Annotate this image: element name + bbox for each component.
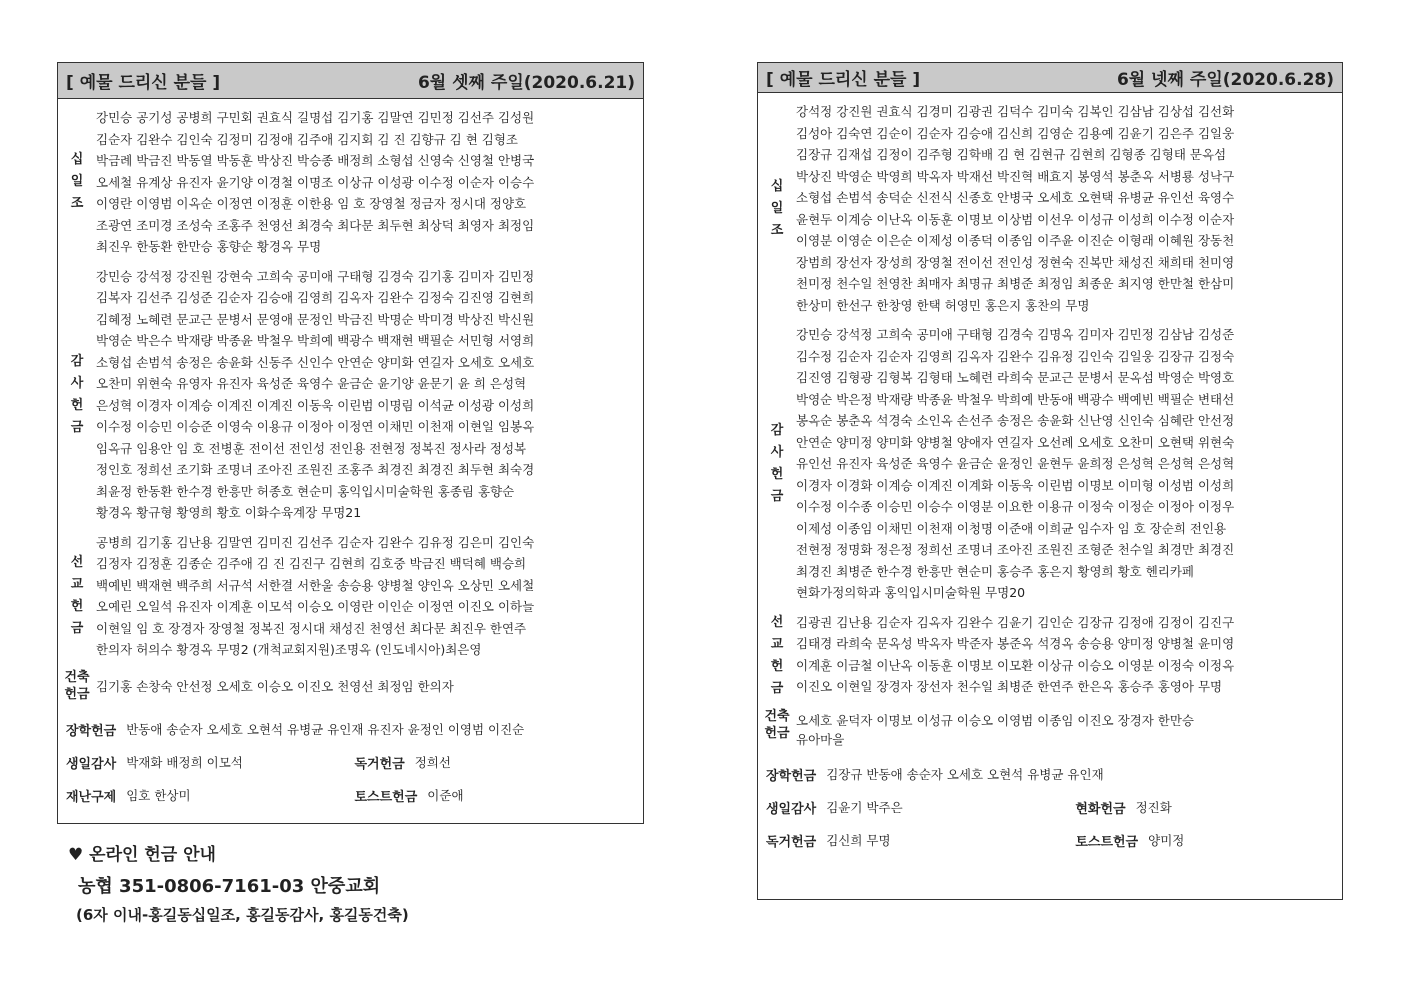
offering-section — [58, 266, 643, 524]
donor-names — [96, 532, 643, 661]
bank-account: 농협 351-0806-7161-03 안중교회 — [78, 876, 381, 897]
donor-names — [96, 266, 643, 524]
section-label: 선 교 헌 금 — [70, 555, 84, 636]
name-line: 백예빈 백재현 백주희 서규석 서한결 서한울 송승용 양병철 양인옥 오상민 오세철 — [96, 577, 535, 593]
panel-title: [ 예물 드리신 분들 ] — [766, 70, 921, 90]
section-label: 감 사 헌 금 — [70, 353, 84, 435]
name-line: 이영분 이영순 이은순 이제성 이종덕 이종임 이주윤 이진순 이형래 이혜원 장동천 — [796, 233, 1235, 248]
name-line: 김광권 김난용 김순자 김옥자 김완수 김윤기 김인순 김장규 김정애 김정이 김진구 — [796, 614, 1235, 630]
sections — [58, 107, 643, 661]
name-line: 김복자 김선주 김성준 김순자 김승애 김영희 김옥자 김완수 김정숙 김진영 김현희 — [96, 290, 535, 305]
offering-section — [758, 101, 1342, 316]
section-label: 감 사 헌 금 — [770, 422, 784, 504]
name-line: 유인선 유진자 육성준 육영수 윤금순 윤정인 윤현두 윤희정 은성혁 은성혁 은성혁 — [796, 456, 1235, 471]
name-line: 이계훈 이금철 이난옥 이동훈 이명보 이모환 이상규 이승오 이영분 이정숙 이정옥 — [796, 657, 1235, 673]
name-line: 정인호 정희선 조기화 조명녀 조아진 조원진 조홍주 최경진 최경진 최두현 최숙경 — [96, 462, 535, 477]
section-label: 십 일 조 — [70, 152, 84, 212]
building-label: 건축 헌금 — [64, 669, 90, 702]
scholarship-offering: 장학헌금 김장규 반동애 송순자 오세호 오현석 유병균 유인재 — [766, 767, 1104, 784]
offering-section — [758, 324, 1342, 604]
name-line: 임옥규 임용안 임 호 전병훈 전이선 전인성 전인용 전현정 정복진 정사라 정성복 — [96, 440, 527, 456]
birthday-hyunhwa-row: 생일감사 김윤기 박주은 현화헌금 정진화 — [766, 799, 1172, 817]
name-line: 윤현두 이계승 이난옥 이동훈 이명보 이상범 이선우 이성규 이성희 이수정 이순자 — [796, 211, 1235, 227]
panel-date: 6월 넷째 주일(2020.6.28) — [1116, 70, 1334, 90]
section-label: 선 교 헌 금 — [770, 614, 784, 696]
name-line: 이영란 이영범 이옥순 이정연 이정훈 이한용 임 호 장영철 정금자 정시대 정양호 — [96, 196, 527, 211]
name-line: 이제성 이종임 이채민 이천재 이청명 이준애 이희균 임수자 임 호 장순희 전인용 — [796, 520, 1227, 536]
offering-section — [758, 612, 1342, 700]
name-line: 최진우 한동환 한만승 홍향순 황경옥 무명 — [96, 239, 322, 254]
building-offering — [758, 708, 1342, 750]
name-line: 박상진 박영순 박영희 박옥자 박재선 박진혁 배효지 봉영석 봉춘옥 서병룡 성낙구 — [796, 168, 1235, 184]
name-line: 천미정 천수일 천영찬 최매자 최명규 최병준 최정임 최종운 최지영 한만철 한삼미 — [796, 276, 1235, 291]
name-line: 현화가정의학과 홍익입시미술학원 무명20 — [796, 585, 1026, 600]
name-line: 이수정 이승민 이승준 이영숙 이용규 이정아 이정연 이채민 이천재 이현일 임봉옥 — [96, 419, 535, 434]
name-line: 소형섭 손범석 송정은 송윤화 신동주 신인수 안연순 양미화 연길자 오세호 오세호 — [96, 354, 535, 370]
name-line: 봉옥순 봉춘옥 석경숙 소인옥 손선주 송정은 송윤화 신난영 신인숙 심혜란 안선정 — [796, 413, 1235, 428]
offering-list-june-3rd — [57, 62, 644, 824]
name-line: 김정자 김정훈 김종순 김주애 김 진 김진구 김현희 김호중 박금진 백덕혜 백승희 — [96, 556, 527, 571]
name-line: 소형섭 손범석 송덕순 신전식 신종호 안병국 오세호 오현택 유병균 유인선 육영수 — [796, 190, 1235, 205]
panel-header — [758, 63, 1342, 93]
name-line: 전현정 정명화 정은정 정희선 조명녀 조아진 조원진 조형준 천수일 최경만 최경진 — [796, 542, 1235, 557]
name-line: 한상미 한선구 한창영 한택 허영민 홍은지 홍찬의 무명 — [796, 297, 1090, 313]
name-line: 이경자 이경화 이계승 이계진 이계화 이동욱 이린범 이명보 이미형 이성범 이성희 — [796, 477, 1235, 493]
name-line: 강석정 강진원 권효식 김경미 김광권 김덕수 김미숙 김복인 김삼남 김상섭 김선화 — [796, 104, 1235, 119]
panel-header — [58, 63, 643, 99]
offering-section — [58, 107, 643, 258]
name-line: 안연순 양미정 양미화 양병철 양애자 연길자 오선례 오세호 오찬미 오현택 위현숙 — [796, 434, 1235, 450]
name-line: 김장규 김재섭 김정이 김주형 김학배 김 현 김현규 김현희 김형종 김형태 문옥섬 — [796, 147, 1227, 162]
donor-names — [796, 324, 1342, 604]
name-line: 강민승 강석정 고희숙 공미애 구태형 김경숙 김명옥 김미자 김민정 김삼남 김성준 — [796, 327, 1235, 342]
name-line: 황경옥 황규형 황영희 황호 이화수육계장 무명21 — [96, 505, 362, 520]
name-line: 김혜정 노혜련 문교근 문병서 문영애 문정인 박금진 박명순 박미경 박상진 박신원 — [96, 311, 535, 327]
section-label: 십 일 조 — [770, 178, 784, 238]
name-line: 오예린 오일석 유진자 이계훈 이모석 이승오 이영란 이인순 이정연 이진오 이하늘 — [96, 599, 535, 614]
birthday-charity-row: 생일감사 박재화 배정희 이모석 독거헌금 정희선 — [66, 754, 451, 772]
name-line: 이수정 이수종 이승민 이승수 이영분 이요한 이용규 이정숙 이정순 이정아 이정우 — [796, 499, 1235, 514]
building-names: 김기홍 손창숙 안선정 오세호 이승오 이진오 천영선 최정임 한의자 — [96, 678, 454, 694]
name-line: 공병희 김기홍 김난용 김말연 김미진 김선주 김순자 김완수 김유정 김은미 김인숙 — [96, 534, 535, 550]
offering-section — [58, 532, 643, 661]
name-line: 김진영 김형광 김형복 김형태 노혜련 라희숙 문교근 문병서 문옥섬 박영순 박영호 — [796, 370, 1235, 385]
panel-title: [ 예물 드리신 분들 ] — [66, 73, 221, 93]
name-line: 조광연 조미경 조성숙 조홍주 천영선 최경숙 최다문 최두현 최상덕 최영자 최정임 — [96, 217, 535, 233]
name-line: 김순자 김완수 김인숙 김정미 김정애 김주애 김지회 김 진 김향규 김 현 김형조 — [96, 131, 519, 147]
name-line: 이진오 이현일 장경자 장선자 천수일 최병준 한연주 한은옥 홍승주 홍영아 무명 — [796, 679, 1223, 694]
name-line: 김태경 라희숙 문옥성 박옥자 박준자 봉준옥 석경옥 송승용 양미정 양병철 윤미영 — [796, 636, 1235, 651]
building-label: 건축 헌금 — [764, 708, 790, 741]
panel-date: 6월 셋째 주일(2020.6.21) — [417, 73, 635, 93]
disaster-toast-row: 재난구제 임호 한상미 토스트헌금 이준애 — [66, 787, 464, 805]
sections — [758, 101, 1342, 700]
name-line: 장범희 장선자 장성희 장영철 전이선 전인성 정현숙 진복만 채성진 채희태 천미영 — [796, 254, 1235, 270]
name-line: 오세철 유계상 유진자 윤기양 이경철 이명조 이상규 이성광 이수정 이순자 이승수 — [96, 174, 535, 190]
name-line: 이현일 임 호 장경자 장영철 정복진 정시대 채성진 천영선 최다문 최진우 한연주 — [96, 620, 527, 636]
scholarship-offering: 장학헌금 반동애 송순자 오세호 오현석 유병균 유인재 유진자 윤정인 이영범 이진순 — [66, 722, 525, 739]
online-offering-info — [68, 840, 409, 925]
name-line: 강민승 공기성 공병희 구민회 권효식 길명섭 김기홍 김말연 김민정 김선주 김성원 — [96, 110, 535, 125]
name-line: 은성혁 이경자 이계승 이계진 이계진 이동욱 이린범 이명림 이석균 이성광 이성희 — [96, 397, 535, 413]
name-line: 김성아 김숙연 김순이 김순자 김승애 김신희 김영순 김용예 김윤기 김은주 김일웅 — [796, 125, 1235, 141]
name-line: 오찬미 위현숙 유영자 유진자 육성준 육영수 윤금순 윤기양 윤문기 윤 희 은성혁 — [96, 376, 527, 391]
name-line: 강민승 강석정 강진원 강현숙 고희숙 공미애 구태형 김경숙 김기홍 김미자 김민정 — [96, 268, 535, 284]
online-heading: ♥ 온라인 헌금 안내 — [68, 845, 216, 865]
charity-toast-row: 독거헌금 김신희 무명 토스트헌금 양미정 — [766, 832, 1185, 850]
naming-note: (6자 이내-홍길동십일조, 홍길동감사, 홍길동건축) — [76, 906, 409, 924]
building-offering — [58, 669, 643, 703]
name-line: 박영순 박은정 박재량 박종윤 박철우 박희예 반동애 백광수 백예빈 백필순 변태선 — [796, 391, 1235, 407]
offering-list-june-4th — [757, 62, 1343, 900]
donor-names — [796, 101, 1342, 316]
name-line: 박영순 박은수 박재량 박종윤 박철우 박희예 백광수 백재현 백필순 서민형 서영희 — [96, 333, 535, 348]
name-line: 한의자 허의수 황경옥 무명2 (개척교회지원)조명옥 (인도네시아)최은영 — [96, 642, 482, 657]
name-line: 최경진 최병준 한수경 한흥만 현순미 홍승주 홍은지 황영희 황호 헨리카페 — [796, 563, 1195, 579]
donor-names — [96, 107, 643, 258]
building-names: 오세호 윤덕자 이명보 이성규 이승오 이영범 이종임 이진오 장경자 한만승 — [796, 712, 1195, 728]
name-line: 김수정 김순자 김순자 김영희 김옥자 김완수 김유정 김인숙 김일웅 김장규 김정숙 — [796, 348, 1235, 364]
building-names-2: 유아마을 — [796, 731, 845, 747]
donor-names — [796, 612, 1342, 700]
name-line: 최윤정 한동환 한수경 한흥만 허종호 현순미 홍익입시미술학원 홍종림 홍향순 — [96, 483, 515, 499]
name-line: 박금례 박금진 박동열 박동훈 박상진 박승종 배정희 소형섭 신영숙 신영철 안병국 — [96, 153, 535, 168]
